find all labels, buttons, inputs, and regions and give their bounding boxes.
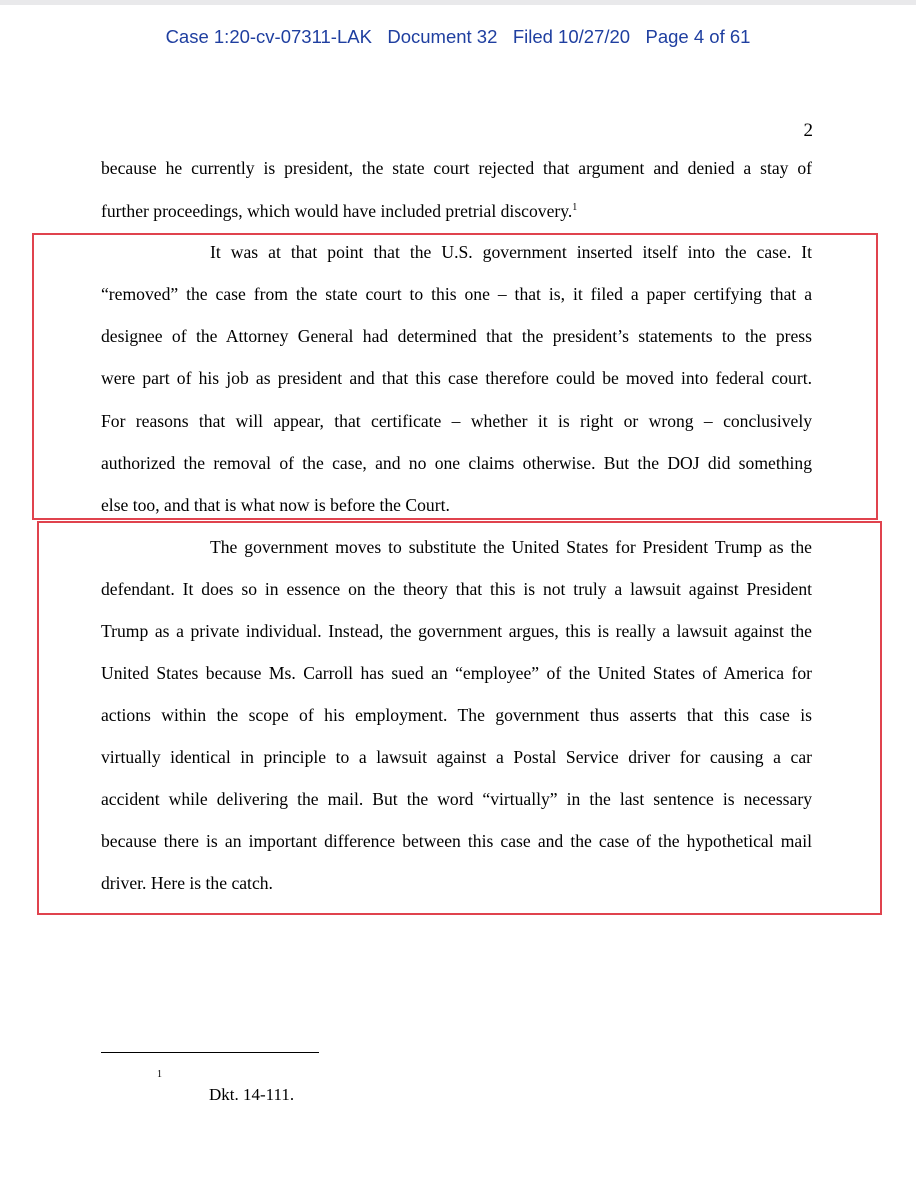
text-line: else too, and that is what now is before the Court. (101, 495, 450, 515)
text-line: United States because Ms. Carroll has sued an “employee” of the United States of America for (101, 663, 812, 683)
footnote-separator (101, 1052, 319, 1053)
text-line: further proceedings, which would have included pretrial discovery.$^1$ (101, 201, 578, 221)
page-number: 2 (803, 120, 813, 141)
text-line: It was at that point that the U.S. government inserted itself into the case. It (210, 242, 812, 262)
text-line: because he currently is president, the state court rejected that argument and denied a stay of (101, 158, 812, 178)
text-line: accident while delivering the mail. But the word “virtually” in the last sentence is necessary (101, 789, 812, 809)
footnote-number: 1 (157, 1069, 162, 1080)
page-of-total: Page 4 of 61 (645, 26, 751, 47)
text-line: The government moves to substitute the United States for President Trump as the (210, 537, 812, 557)
highlight-box-substitution (37, 521, 882, 915)
highlight-box-removal (32, 233, 878, 520)
text-line: driver. Here is the catch. (101, 873, 273, 893)
document-number: Document 32 (387, 26, 498, 47)
ecf-header (0, 26, 916, 48)
text-line: because there is an important difference between this case and the case of the hypothetical mail (101, 831, 812, 851)
text-line: “removed” the case from the state court to this one – that is, it filed a paper certifying that a (101, 284, 812, 304)
footnote-text: Dkt. 14-111. (209, 1085, 295, 1104)
footnote-reference[interactable]: 1 (572, 202, 578, 213)
case-number: Case 1:20-cv-07311-LAK (165, 26, 372, 47)
text-line: For reasons that will appear, that certificate – whether it is right or wrong – conclusively (101, 411, 812, 431)
text-line: defendant. It does so in essence on the theory that this is not truly a lawsuit against President (101, 579, 812, 599)
text-line: actions within the scope of his employment. The government thus asserts that this case is (101, 705, 812, 725)
text-line: were part of his job as president and that this case therefore could be moved into federal court. (101, 368, 812, 388)
text-line: virtually identical in principle to a lawsuit against a Postal Service driver for causing a car (101, 747, 812, 767)
viewer-top-strip (0, 0, 916, 5)
text-line: authorized the removal of the case, and no one claims otherwise. But the DOJ did something (101, 453, 812, 473)
filed-date: Filed 10/27/20 (512, 26, 631, 47)
text-line: Trump as a private individual. Instead, the government argues, this is really a lawsuit against the (101, 621, 812, 641)
text-line: designee of the Attorney General had determined that the president’s statements to the press (101, 326, 812, 346)
